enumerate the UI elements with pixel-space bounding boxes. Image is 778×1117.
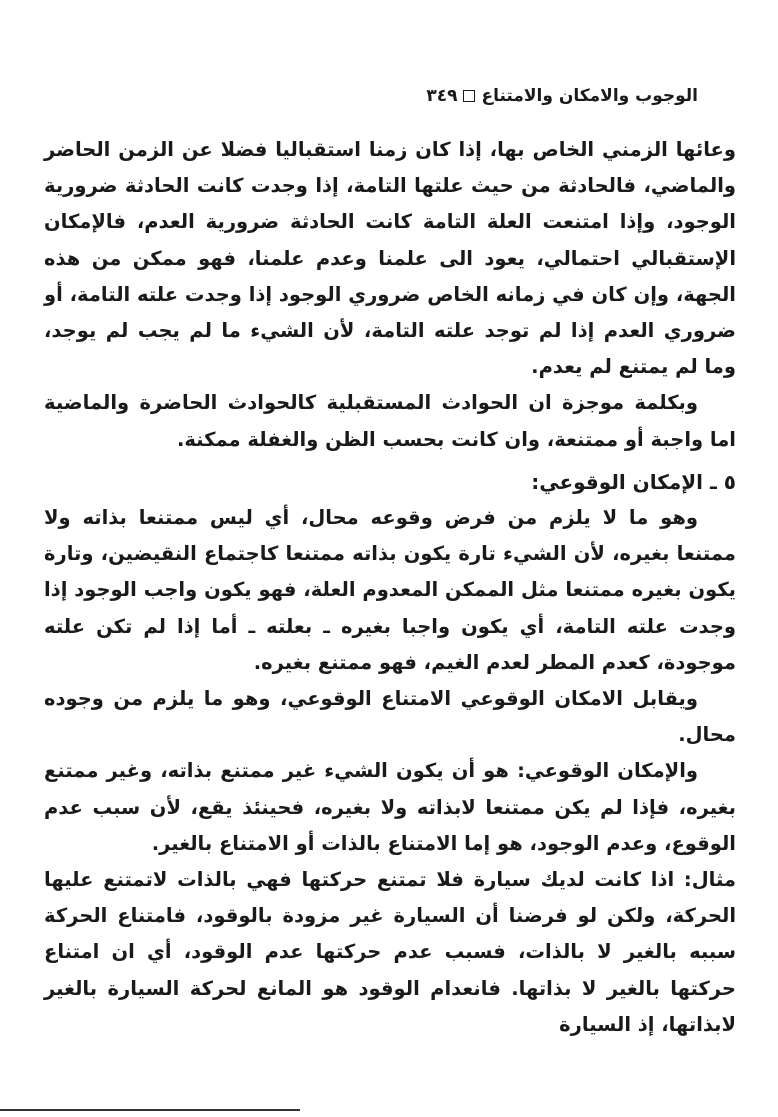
running-header bbox=[80, 86, 698, 106]
bottom-rule bbox=[0, 1109, 300, 1111]
page-body bbox=[44, 132, 736, 1043]
page-number: ٣٤٩ bbox=[426, 86, 458, 106]
section-title: الإمكان الوقوعي: bbox=[531, 469, 703, 494]
paragraph: ويقابل الامكان الوقوعي الامتناع الوقوعي، وهو ما يلزم من وجوده محال. bbox=[44, 687, 736, 747]
paragraph: مثال: اذا كانت لديك سيارة فلا تمتنع حركتها فهي بالذات لاتمتنع عليها الحركة، ولكن لو فرضنا أن السيارة غير مزودة بالوقود، فامتناع الحركة سببه بالغير لا بالذات، فسبب عدم حركتها عدم الوقود، أي ان امتناع حركتها بالغير لا بذاتها. فانعدام الوقود هو المانع لحركة السيارة بالغير لابذاتها، إذ السيارة bbox=[44, 868, 736, 1036]
paragraph: وبكلمة موجزة ان الحوادث المستقبلية كالحوادث الحاضرة والماضية اما واجبة أو ممتنعة، وان كانت بحسب الظن والغفلة ممكنة. bbox=[44, 391, 736, 451]
section-number: ٥ bbox=[723, 469, 736, 494]
paragraph: وهو ما لا يلزم من فرض وقوعه محال، أي ليس ممتنعا بذاته ولا ممتنعا بغيره، لأن الشيء تارة يكون بذاته ممتنعا كاجتماع النقيضين، وتارة يكون بغيره ممتنعا مثل الممكن المعدوم العلة، فهو يكون واجب الوجود إذا وجدت علته التامة، أي يكون واجبا بغيره ـ بعلته ـ أما إذا لم تكن علته موجودة، كعدم المطر لعدم الغيم، فهو ممتنع بغيره. bbox=[44, 506, 736, 674]
section-heading bbox=[44, 464, 736, 500]
paragraph: والإمكان الوقوعي: هو أن يكون الشيء غير ممتنع بذاته، وغير ممتنع بغيره، فإذا لم يكن ممتنعا لابذاته ولا بغيره، فحينئذ يقع، لأن سبب عدم الوقوع، وعدم الوجود، هو إما الامتناع بالذات أو الامتناع بالغير. bbox=[44, 759, 736, 855]
section-dash: ـ bbox=[709, 469, 717, 494]
paragraph: وعائها الزمني الخاص بها، إذا كان زمنا استقباليا فضلا عن الزمن الحاضر والماضي، فالحادثة من حيث علتها التامة، إذا وجدت كانت الحادثة ضرورية الوجود، وإذا امتنعت العلة التامة كانت الحادثة ضرورية العدم، فالإمكان الإستقبالي احتمالي، يعود الى علمنا وعدم علمنا، فهو ممكن من هذه الجهة، وإن كان في زمانه الخاص ضروري الوجود إذا وجدت علته التامة، أو ضروري العدم إذا لم توجد علته التامة، لأن الشيء ما لم يجب لم يوجد، وما لم يمتنع لم يعدم. bbox=[44, 138, 736, 379]
square-ornament-icon bbox=[463, 90, 475, 102]
header-title: الوجوب والامكان والامتناع bbox=[481, 86, 698, 106]
